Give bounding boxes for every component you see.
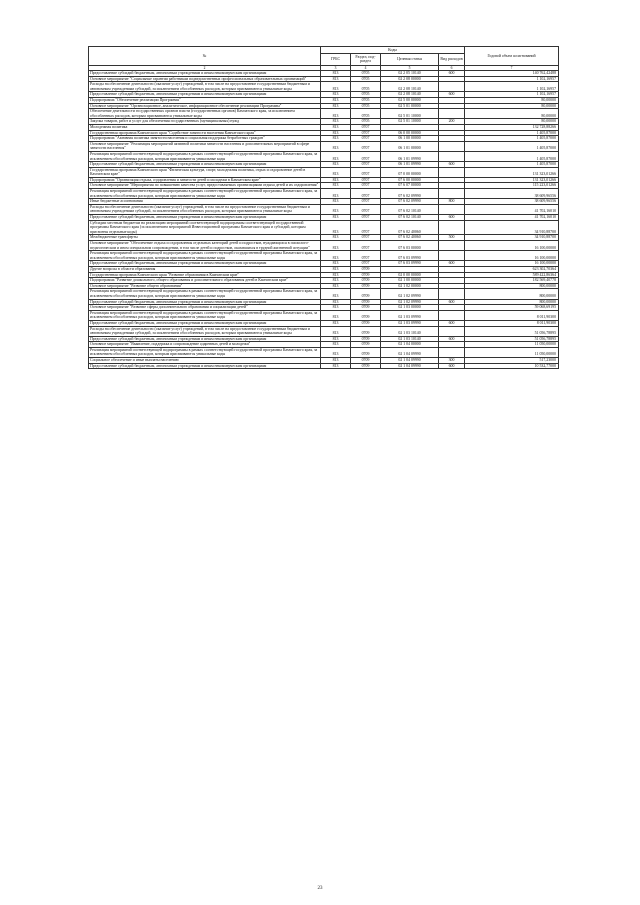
cell-cs: 06 1 01 09990 xyxy=(381,162,439,168)
cell-rzpr: 0709 xyxy=(351,358,381,364)
cell-name: Предоставление субсидий бюджетным, автономным учреждениям и иным некоммерческим организациям xyxy=(89,215,321,221)
cell-sum: 800,00000 xyxy=(465,289,559,299)
index-cell: 3 xyxy=(321,66,351,71)
index-cell: 2 xyxy=(89,66,321,71)
cell-cs: 02 5 01 10000 xyxy=(381,119,439,125)
cell-cs: 07 6 03 09990 xyxy=(381,251,439,261)
cell-name: Обеспечение деятельности государственных органов власти (государственных органов) Камчатского края, за исключением обособленных расходов, которым присваиваются уникальные коды xyxy=(89,109,321,119)
cell-sum: 140 762,42488 xyxy=(465,71,559,77)
cell-sum: 80,00000 xyxy=(465,103,559,109)
cell-grbs: 813 xyxy=(321,204,351,214)
cell-vr xyxy=(439,347,465,357)
cell-vr xyxy=(439,82,465,92)
cell-cs: 06 1 01 00000 xyxy=(381,141,439,151)
cell-grbs: 813 xyxy=(321,199,351,205)
cell-cs: 02 2 08 10140 xyxy=(381,82,439,92)
cell-sum: 115 223,01266 xyxy=(465,183,559,189)
cell-cs: 02 1 02 09990 xyxy=(381,289,439,299)
header-cs: Целевая статья xyxy=(381,53,439,65)
budget-table xyxy=(88,46,559,369)
cell-name: Расходы на обеспечение деятельности (оказание услуг) учреждений, в том числе на предоставление государственным бюджетным и автономным учреждениям субсидий, за исключением обособленных расходов, которым присваиваются уникальные коды xyxy=(89,204,321,214)
cell-grbs: 813 xyxy=(321,261,351,267)
table-row xyxy=(89,220,559,235)
budget-table-sheet xyxy=(88,46,558,369)
cell-name: Подпрограмма "Организация отдыха, оздоровления и занятости детей и молодежи в Камчатском крае" xyxy=(89,177,321,183)
cell-cs: 07 6 02 09990 xyxy=(381,199,439,205)
cell-sum: 41 702,16010 xyxy=(465,215,559,221)
cell-cs: 07 6 00 00000 xyxy=(381,177,439,183)
cell-name: Основное мероприятие "Обеспечение отдыха и оздоровления отдельных категорий детей и подростков, нуждающихся в психолого-педагогическом и ином специальном сопровождении, в том числе детей и подростков, оказавшихся в трудной жизненной ситуации" xyxy=(89,241,321,251)
cell-rzpr: 0705 xyxy=(351,76,381,82)
cell-cs: 07 6 02 10140 xyxy=(381,215,439,221)
cell-grbs: 813 xyxy=(321,310,351,320)
table-row xyxy=(89,109,559,119)
cell-cs: 02 0 00 00000 xyxy=(381,272,439,278)
header-rzpr: Раздел, под-раздел xyxy=(351,53,381,65)
cell-grbs: 813 xyxy=(321,92,351,98)
header-sum: Годовой объем ассигнований xyxy=(465,47,559,66)
cell-sum: 80,00000 xyxy=(465,119,559,125)
cell-sum: 16 100,00000 xyxy=(465,251,559,261)
cell-rzpr: 0709 xyxy=(351,272,381,278)
table-row xyxy=(89,141,559,151)
cell-cs: 06 1 00 00000 xyxy=(381,136,439,142)
cell-name: Иные бюджетные ассигнования xyxy=(89,199,321,205)
cell-sum: 16 100,00000 xyxy=(465,261,559,267)
cell-name: Основное мероприятие "Развитие сферы дополнительного образования и социализации детей" xyxy=(89,305,321,311)
cell-name: Основное мероприятие "Реализация мероприятий активной политики занятости населения и дополнительных мероприятий в сфере занятости населения" xyxy=(89,141,321,151)
table-row xyxy=(89,82,559,92)
cell-sum: 34 910,88700 xyxy=(465,235,559,241)
cell-name: Расходы на обеспечение деятельности (оказание услуг) учреждений, в том числе на предоставление государственным бюджетным и автономным учреждениям субсидий, за исключением обособленных расходов, которым присваиваются уникальные коды xyxy=(89,82,321,92)
cell-vr xyxy=(439,289,465,299)
cell-grbs: 813 xyxy=(321,220,351,235)
table-row xyxy=(89,167,559,177)
cell-sum: 51 056,78895 xyxy=(465,336,559,342)
cell-rzpr: 0707 xyxy=(351,151,381,161)
header-num: № xyxy=(89,47,321,66)
cell-cs: 02 1 00 00000 xyxy=(381,278,439,284)
table-row xyxy=(89,189,559,199)
cell-grbs: 813 xyxy=(321,266,351,272)
table-row xyxy=(89,241,559,251)
cell-sum: 41 702,16010 xyxy=(465,204,559,214)
cell-grbs: 813 xyxy=(321,162,351,168)
cell-name: Основное мероприятие "Выявление, поддержка и сопровождение одаренных детей и молодежи" xyxy=(89,342,321,348)
cell-cs: 07 6 03 09990 xyxy=(381,261,439,267)
cell-name: Молодежная политика xyxy=(89,124,321,130)
cell-sum: 131 323,01266 xyxy=(465,177,559,183)
cell-sum: 800,00000 xyxy=(465,299,559,305)
cell-rzpr: 0709 xyxy=(351,336,381,342)
cell-grbs: 813 xyxy=(321,130,351,136)
table-row xyxy=(89,347,559,357)
cell-name: Предоставление субсидий бюджетным, автономным учреждениям и иным некоммерческим организациям xyxy=(89,336,321,342)
cell-grbs: 813 xyxy=(321,320,351,326)
cell-grbs: 813 xyxy=(321,215,351,221)
cell-rzpr: 0707 xyxy=(351,162,381,168)
cell-sum: 1 405,87000 xyxy=(465,136,559,142)
cell-rzpr: 0705 xyxy=(351,109,381,119)
cell-grbs: 813 xyxy=(321,342,351,348)
cell-cs: 02 2 08 00000 xyxy=(381,76,439,82)
cell-vr: 600 xyxy=(439,320,465,326)
cell-rzpr: 0707 xyxy=(351,235,381,241)
cell-rzpr: 0709 xyxy=(351,347,381,357)
cell-name: Государственная программа Камчатского края "Содействие занятости населения Камчатского края" xyxy=(89,130,321,136)
cell-grbs: 813 xyxy=(321,241,351,251)
table-row xyxy=(89,204,559,214)
cell-grbs: 813 xyxy=(321,76,351,82)
cell-rzpr: 0707 xyxy=(351,189,381,199)
cell-name: Подпрограмма "Развитие дошкольного, общего образования и дополнительного образования детей в Камчатском крае" xyxy=(89,278,321,284)
cell-grbs: 813 xyxy=(321,189,351,199)
cell-grbs: 813 xyxy=(321,97,351,103)
cell-cs: 02 1 03 10140 xyxy=(381,326,439,336)
cell-sum: 1 102,16957 xyxy=(465,92,559,98)
cell-rzpr: 0709 xyxy=(351,283,381,289)
cell-cs: 07 6 02 10140 xyxy=(381,204,439,214)
cell-rzpr: 0707 xyxy=(351,261,381,267)
cell-rzpr: 0707 xyxy=(351,177,381,183)
cell-cs: 02 1 03 09990 xyxy=(381,310,439,320)
cell-vr xyxy=(439,109,465,119)
cell-grbs: 813 xyxy=(321,124,351,130)
cell-cs: 02 5 01 10000 xyxy=(381,109,439,119)
cell-name: Реализация мероприятий соответствующей подпрограммы в рамках соответствующей государственной программы Камчатского края, за исключением обособленных расходов, которым присваиваются уникальные коды xyxy=(89,189,321,199)
cell-sum: 1 405,87000 xyxy=(465,141,559,151)
cell-grbs: 813 xyxy=(321,119,351,125)
cell-sum: 16 100,00000 xyxy=(465,241,559,251)
cell-sum: 38 609,96556 xyxy=(465,189,559,199)
cell-grbs: 813 xyxy=(321,71,351,77)
cell-cs: 02 2 08 10140 xyxy=(381,92,439,98)
cell-vr: 600 xyxy=(439,261,465,267)
page-number: 23 xyxy=(317,886,323,891)
cell-cs: 06 1 01 09990 xyxy=(381,151,439,161)
cell-cs: 06 0 00 00000 xyxy=(381,130,439,136)
cell-name: Реализация мероприятий соответствующей подпрограммы в рамках соответствующей государственной программы Камчатского края, за исключением обособленных расходов, которым присваиваются уникальные коды xyxy=(89,151,321,161)
header-codes: Коды xyxy=(321,47,465,54)
cell-rzpr: 0707 xyxy=(351,124,381,130)
cell-grbs: 813 xyxy=(321,326,351,336)
cell-name: Основное мероприятие "Организационное, аналитическое, информационное обеспечение реализации Программы" xyxy=(89,103,321,109)
cell-rzpr: 0707 xyxy=(351,183,381,189)
table-row xyxy=(89,326,559,336)
cell-cs: 07 6 02 40060 xyxy=(381,235,439,241)
cell-sum: 59 068,69195 xyxy=(465,305,559,311)
cell-vr: 600 xyxy=(439,71,465,77)
cell-rzpr: 0707 xyxy=(351,220,381,235)
header-row-top xyxy=(89,47,559,54)
cell-cs: 07 6 02 09990 xyxy=(381,189,439,199)
cell-name: Предоставление субсидий бюджетным, автономным учреждениям и иным некоммерческим организациям xyxy=(89,261,321,267)
index-cell: 4 xyxy=(351,66,381,71)
cell-cs: 07 0 00 00000 xyxy=(381,167,439,177)
cell-sum: 132 728,88266 xyxy=(465,124,559,130)
cell-grbs: 813 xyxy=(321,235,351,241)
cell-rzpr: 0709 xyxy=(351,326,381,336)
cell-rzpr: 0705 xyxy=(351,103,381,109)
cell-grbs: 813 xyxy=(321,167,351,177)
cell-rzpr: 0705 xyxy=(351,97,381,103)
cell-name: Основное мероприятие "Развитие общего образования" xyxy=(89,283,321,289)
cell-vr: 600 xyxy=(439,92,465,98)
cell-grbs: 813 xyxy=(321,109,351,119)
cell-rzpr: 0707 xyxy=(351,241,381,251)
cell-cs: 07 6 02 40060 xyxy=(381,220,439,235)
cell-rzpr: 0707 xyxy=(351,130,381,136)
cell-sum: 1 405,87000 xyxy=(465,162,559,168)
cell-rzpr: 0709 xyxy=(351,299,381,305)
cell-sum: 51 056,78895 xyxy=(465,326,559,336)
cell-sum: 38 609,96556 xyxy=(465,199,559,205)
cell-sum: 80,00000 xyxy=(465,97,559,103)
cell-name: Предоставление субсидий бюджетным, автономным учреждениям и иным некоммерческим организациям xyxy=(89,162,321,168)
cell-vr xyxy=(439,251,465,261)
cell-sum: 8 011,90300 xyxy=(465,310,559,320)
header-grbs: ГРБС xyxy=(321,53,351,65)
cell-name: Предоставление субсидий бюджетным, автономным учреждениям и иным некоммерческим организациям xyxy=(89,320,321,326)
cell-sum: 1 405,87000 xyxy=(465,151,559,161)
cell-grbs: 813 xyxy=(321,358,351,364)
cell-sum: 11 050,00000 xyxy=(465,347,559,357)
cell-vr: 600 xyxy=(439,336,465,342)
cell-rzpr: 0709 xyxy=(351,342,381,348)
index-cell: 6 xyxy=(439,66,465,71)
cell-grbs: 813 xyxy=(321,82,351,92)
cell-grbs: 813 xyxy=(321,136,351,142)
cell-grbs: 813 xyxy=(321,299,351,305)
cell-grbs: 813 xyxy=(321,183,351,189)
cell-rzpr: 0709 xyxy=(351,266,381,272)
cell-rzpr: 0705 xyxy=(351,92,381,98)
cell-sum: 11 050,00000 xyxy=(465,342,559,348)
cell-vr xyxy=(439,189,465,199)
cell-name: Субсидии местным бюджетам на реализацию мероприятий соответствующей подпрограммы соответствующей государственной программы Камчатского края (за исключением мероприятий Инвестиционной программы Камчатского края и субсидий, которым присвоены отдельные коды) xyxy=(89,220,321,235)
cell-grbs: 813 xyxy=(321,305,351,311)
cell-rzpr: 0705 xyxy=(351,71,381,77)
cell-name: Государственная программа Камчатского края "Физическая культура, спорт, молодежная политика, отдых и оздоровление детей в Камчатском крае" xyxy=(89,167,321,177)
cell-vr xyxy=(439,167,465,177)
cell-rzpr: 0709 xyxy=(351,363,381,369)
cell-grbs: 813 xyxy=(321,103,351,109)
cell-rzpr: 0705 xyxy=(351,82,381,92)
cell-vr: 300 xyxy=(439,358,465,364)
cell-cs: 02 1 03 00000 xyxy=(381,305,439,311)
cell-grbs: 813 xyxy=(321,363,351,369)
table-body xyxy=(89,71,559,369)
cell-cs: 02 5 01 00000 xyxy=(381,103,439,109)
cell-vr: 800 xyxy=(439,199,465,205)
cell-rzpr: 0709 xyxy=(351,289,381,299)
cell-cs: 02 1 04 09990 xyxy=(381,347,439,357)
cell-vr xyxy=(439,310,465,320)
cell-name: Основное мероприятие "Мероприятия по повышению качества услуг, предоставляемых организациями отдыха детей и их оздоровления" xyxy=(89,183,321,189)
cell-vr: 600 xyxy=(439,215,465,221)
cell-grbs: 813 xyxy=(321,289,351,299)
cell-sum: 1 102,16957 xyxy=(465,82,559,92)
cell-name: Государственная программа Камчатского края "Развитие образования в Камчатском крае" xyxy=(89,272,321,278)
cell-sum: 34 910,88700 xyxy=(465,220,559,235)
cell-rzpr: 0709 xyxy=(351,310,381,320)
cell-cs: 02 1 03 09990 xyxy=(381,320,439,326)
cell-grbs: 813 xyxy=(321,272,351,278)
cell-vr: 600 xyxy=(439,299,465,305)
cell-rzpr: 0707 xyxy=(351,204,381,214)
cell-cs: 07 6 07 00000 xyxy=(381,183,439,189)
table-row xyxy=(89,151,559,161)
cell-sum: 589 422,86364 xyxy=(465,272,559,278)
cell-grbs: 813 xyxy=(321,336,351,342)
cell-rzpr: 0707 xyxy=(351,167,381,177)
cell-cs: 02 1 04 00000 xyxy=(381,342,439,348)
cell-name: Основное мероприятие "Социальные гарантии работникам подведомственных профессиональных образовательных организаций" xyxy=(89,76,321,82)
table-row xyxy=(89,251,559,261)
cell-rzpr: 0707 xyxy=(351,199,381,205)
cell-name: Подпрограмма "Обеспечение реализации Программы" xyxy=(89,97,321,103)
cell-vr: 200 xyxy=(439,119,465,125)
cell-name: Предоставление субсидий бюджетным, автономным учреждениям и иным некоммерческим организациям xyxy=(89,363,321,369)
cell-sum: 182 569,40778 xyxy=(465,278,559,284)
cell-rzpr: 0707 xyxy=(351,215,381,221)
cell-name: Подпрограмма "Активная политика занятости населения и социальная поддержка безработных граждан" xyxy=(89,136,321,142)
cell-cs: 02 1 04 09990 xyxy=(381,363,439,369)
cell-vr xyxy=(439,141,465,151)
cell-cs: 02 5 00 00000 xyxy=(381,97,439,103)
cell-name: Реализация мероприятий соответствующей подпрограммы в рамках соответствующей государственной программы Камчатского края, за исключением обособленных расходов, которым присваиваются уникальные коды xyxy=(89,310,321,320)
cell-cs: 07 6 03 00000 xyxy=(381,241,439,251)
cell-rzpr: 0709 xyxy=(351,278,381,284)
cell-rzpr: 0709 xyxy=(351,305,381,311)
table-row xyxy=(89,289,559,299)
cell-name: Реализация мероприятий соответствующей подпрограммы в рамках соответствующей государственной программы Камчатского края, за исключением обособленных расходов, которым присваиваются уникальные коды xyxy=(89,289,321,299)
cell-grbs: 813 xyxy=(321,251,351,261)
cell-sum: 80,00000 xyxy=(465,109,559,119)
header-vr: Вид расходов xyxy=(439,53,465,65)
cell-name: Закупка товаров, работ и услуг для обеспечения государственных (муниципальных) нужд xyxy=(89,119,321,125)
cell-sum: 623 302,70364 xyxy=(465,266,559,272)
cell-cs: 02 1 04 09990 xyxy=(381,358,439,364)
cell-sum: 800,00000 xyxy=(465,283,559,289)
cell-rzpr: 0707 xyxy=(351,136,381,142)
cell-cs: 02 1 03 10140 xyxy=(381,336,439,342)
cell-sum: 1 102,16957 xyxy=(465,76,559,82)
cell-sum: 1 405,87000 xyxy=(465,130,559,136)
index-cell: 7 xyxy=(465,66,559,71)
cell-name: Реализация мероприятий соответствующей подпрограммы в рамках соответствующей государственной программы Камчатского края, за исключением обособленных расходов, которым присваиваются уникальные коды xyxy=(89,347,321,357)
cell-sum: 131 323,01266 xyxy=(465,167,559,177)
cell-grbs: 813 xyxy=(321,283,351,289)
cell-vr xyxy=(439,151,465,161)
cell-grbs: 813 xyxy=(321,141,351,151)
cell-sum: 517,23000 xyxy=(465,358,559,364)
cell-rzpr: 0709 xyxy=(351,320,381,326)
table-row xyxy=(89,310,559,320)
cell-grbs: 813 xyxy=(321,278,351,284)
cell-name: Реализация мероприятий соответствующей подпрограммы в рамках соответствующей государственной программы Камчатского края, за исключением обособленных расходов, которым присваиваются уникальные коды xyxy=(89,251,321,261)
cell-vr: 600 xyxy=(439,162,465,168)
cell-name: Социальное обеспечение и иные выплаты населению xyxy=(89,358,321,364)
cell-cs: 02 2 05 10140 xyxy=(381,71,439,77)
cell-name: Расходы на обеспечение деятельности (оказание услуг) учреждений, в том числе на предоставление государственным бюджетным и автономным учреждениям субсидий, за исключением обособленных расходов, которым присваиваются уникальные коды xyxy=(89,326,321,336)
cell-rzpr: 0705 xyxy=(351,119,381,125)
cell-vr: 600 xyxy=(439,363,465,369)
cell-name: Другие вопросы в области образования xyxy=(89,266,321,272)
cell-vr xyxy=(439,220,465,235)
cell-name: Предоставление субсидий бюджетным, автономным учреждениям и иным некоммерческим организациям xyxy=(89,71,321,77)
cell-sum: 10 532,77000 xyxy=(465,363,559,369)
cell-vr xyxy=(439,326,465,336)
cell-cs: 02 1 02 00000 xyxy=(381,283,439,289)
cell-name: Межбюджетные трансферты xyxy=(89,235,321,241)
cell-name: Предоставление субсидий бюджетным, автономным учреждениям и иным некоммерческим организациям xyxy=(89,92,321,98)
cell-vr: 500 xyxy=(439,235,465,241)
cell-grbs: 813 xyxy=(321,151,351,161)
cell-grbs: 813 xyxy=(321,347,351,357)
cell-rzpr: 0707 xyxy=(351,251,381,261)
cell-vr xyxy=(439,241,465,251)
cell-sum: 8 011,90300 xyxy=(465,320,559,326)
index-cell: 5 xyxy=(381,66,439,71)
cell-grbs: 813 xyxy=(321,177,351,183)
table-row xyxy=(89,363,559,369)
cell-name: Предоставление субсидий бюджетным, автономным учреждениям и иным некоммерческим организациям xyxy=(89,299,321,305)
cell-vr xyxy=(439,204,465,214)
cell-rzpr: 0707 xyxy=(351,141,381,151)
cell-cs: 02 1 02 09990 xyxy=(381,299,439,305)
